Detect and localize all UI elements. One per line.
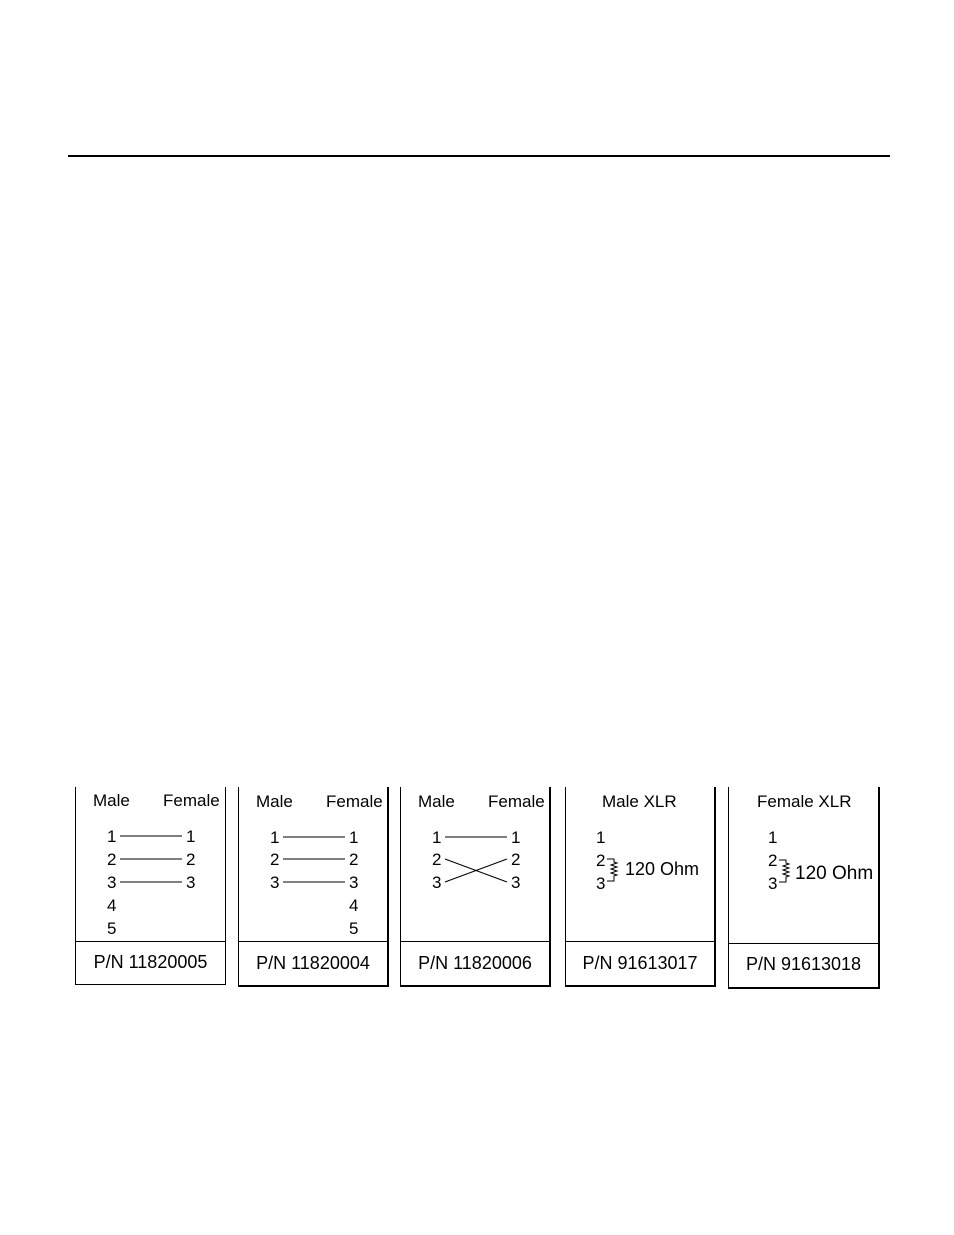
part-number: P/N 11820004 — [256, 953, 370, 973]
male-pin-2: 2 — [270, 850, 280, 869]
connector-title: Female XLR — [757, 792, 852, 811]
male-pin-3: 3 — [270, 873, 280, 892]
male-pin-1: 1 — [270, 828, 280, 847]
terminator-card-91613018 — [728, 787, 880, 989]
female-label: Female — [326, 792, 383, 811]
female-pin-5: 5 — [349, 919, 359, 938]
female-pin-2: 2 — [511, 850, 521, 869]
cable-card-11820005 — [75, 787, 226, 985]
pin-1: 1 — [596, 828, 606, 847]
female-label: Female — [488, 792, 545, 811]
male-label: Male — [93, 791, 130, 810]
resistor-label: 120 Ohm — [625, 859, 700, 879]
part-number: P/N 91613018 — [745, 954, 862, 974]
wire-diagram — [76, 787, 227, 941]
female-pin-1: 1 — [186, 827, 196, 846]
cable-card-11820006 — [400, 787, 551, 987]
female-pin-2: 2 — [186, 850, 196, 869]
male-pin-1: 1 — [107, 827, 117, 846]
male-label: Male — [418, 792, 455, 811]
female-pin-3: 3 — [186, 873, 196, 892]
male-pin-2: 2 — [107, 850, 117, 869]
female-pin-4: 4 — [349, 896, 359, 915]
female-pin-2: 2 — [349, 850, 359, 869]
pin-3: 3 — [596, 874, 606, 893]
male-label: Male — [256, 792, 293, 811]
female-pin-1: 1 — [349, 828, 359, 847]
female-label: Female — [163, 791, 220, 810]
terminator-card-91613017 — [565, 787, 716, 987]
wire-diagram — [401, 787, 552, 941]
female-pin-3: 3 — [349, 873, 359, 892]
resistor-label: 120 Ohm — [795, 863, 874, 884]
female-pin-3: 3 — [511, 873, 521, 892]
pin-1: 1 — [768, 828, 778, 847]
part-number: P/N 11820005 — [93, 952, 208, 972]
male-pin-4: 4 — [107, 896, 117, 915]
part-number: P/N 11820006 — [418, 953, 532, 973]
part-number: P/N 91613017 — [582, 953, 698, 973]
pin-2: 2 — [596, 851, 606, 870]
male-pin-2: 2 — [432, 850, 442, 869]
male-pin-3: 3 — [432, 873, 442, 892]
cable-card-11820004 — [238, 787, 389, 987]
male-pin-5: 5 — [107, 919, 117, 938]
pin-2: 2 — [768, 851, 778, 870]
header-rule — [68, 155, 890, 157]
connector-title: Male XLR — [602, 792, 677, 811]
wire-diagram — [239, 787, 390, 941]
pin-3: 3 — [768, 874, 778, 893]
male-pin-1: 1 — [432, 828, 442, 847]
female-pin-1: 1 — [511, 828, 521, 847]
male-pin-3: 3 — [107, 873, 117, 892]
